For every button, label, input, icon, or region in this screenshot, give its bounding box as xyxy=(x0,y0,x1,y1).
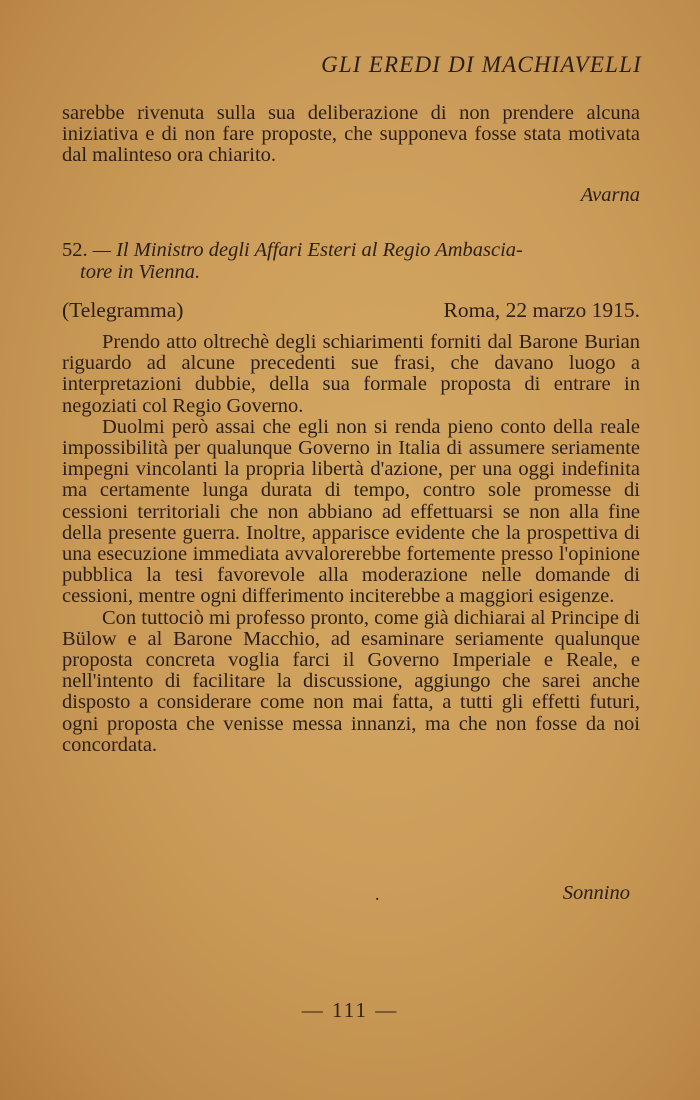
page-number: — 111 — xyxy=(301,998,399,1022)
paragraph-3: Con tuttociò mi professo pronto, come già dichiarai al Principe di Bülow e al Barone Macchio, ad esaminare seriamente qualunque proposta concreta voglia farci il Governo Imperiale e Reale, e nell'intento di facilitare la discussione, aggiungo che sarei anche disposto a considerare come non mai fatta, a tutti gli effetti futuri, ogni proposta che venisse messa innanzi, ma che non fosse da noi concordata. xyxy=(62,606,641,756)
document-number: 52. xyxy=(62,239,88,261)
continued-paragraph: sarebbe rivenuta sulla sua deliberazione di non prendere alcuna iniziativa e di non fare proposte, che supponeva fosse stata motivata dal malinteso ora chiarito. xyxy=(62,102,640,167)
document-heading xyxy=(62,240,642,283)
paragraph-2: Duolmi però assai che egli non si renda pieno conto della reale impossibilità per qualunque Governo in Italia di assumere seriamente impegni vincolanti la propria libertà d'azione, per una oggi indefinita ma certamente lunga durata di tempo, contro sole promesse di cessioni territoriali che non abbiano ad effettuarsi se non alla fine della presente guerra. Inoltre, apparisce evidente che la prospettiva di una esecuzione immediata avvalorerebbe fortemente presso l'opinione pubblica la tesi favorevole alla moderazione nelle domande di cessioni, mentre ogni differimento inciterebbe a maggiori esigenze. xyxy=(62,415,640,608)
telegram-line xyxy=(62,298,640,323)
place-date: Roma, 22 marzo 1915. xyxy=(443,298,640,322)
stray-dot: . xyxy=(375,884,380,904)
signature-sonnino: Sonnino xyxy=(562,882,630,904)
paragraph-1: Prendo atto oltrechè degli schiarimenti forniti dal Barone Burian riguardo ad alcune precedenti sue frasi, che davano luogo a interpretazioni dubbie, della sua formale proposta di entrare in negoziati col Regio Governo. xyxy=(62,331,640,417)
heading-line-1: — Il Ministro degli Affari Esteri al Regio Ambascia- xyxy=(92,239,523,261)
telegram-body xyxy=(62,332,640,756)
running-head: GLI EREDI DI MACHIAVELLI xyxy=(321,52,642,77)
signature-avarna: Avarna xyxy=(580,184,640,206)
heading-line-2: tore in Vienna. xyxy=(80,260,201,283)
document-type: (Telegramma) xyxy=(62,298,184,322)
